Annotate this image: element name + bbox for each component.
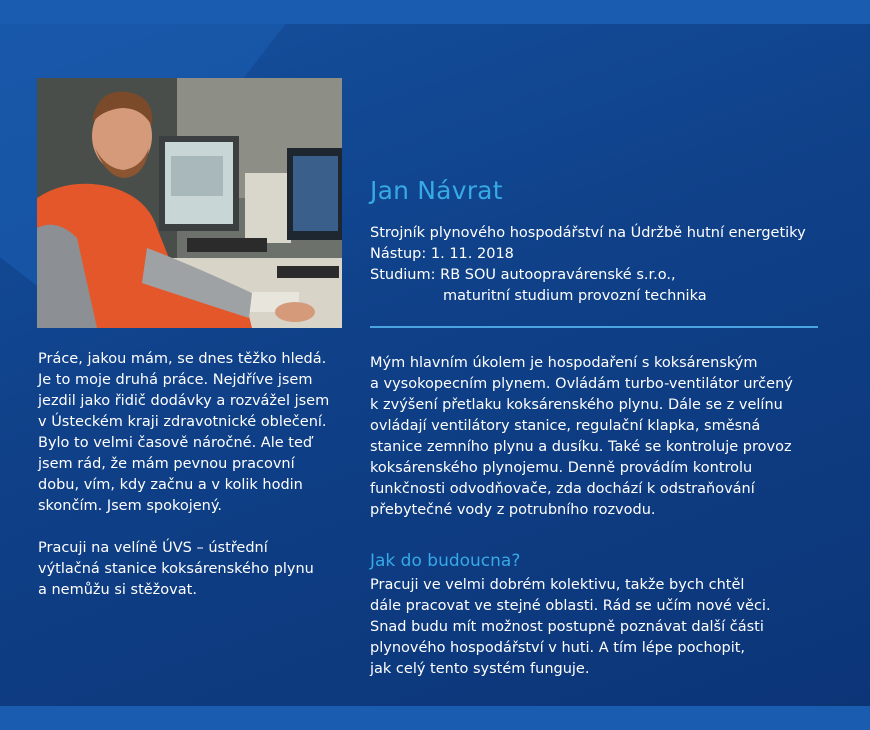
bottom-band: [0, 706, 870, 730]
text-line: plynového hospodářství v huti. A tím lépe pochopit,: [370, 640, 746, 656]
portrait-photo-illustration: [37, 78, 342, 328]
study-label: Studium:: [370, 267, 436, 283]
portrait-photo: [37, 78, 342, 328]
right-paragraph-2: [370, 575, 825, 680]
text-line: Je to moje druhá práce. Nejdříve jsem: [38, 372, 313, 388]
text-line: funkčnosti odvodňovače, zda dochází k odstraňování: [370, 481, 755, 497]
text-line: Snad budu mít možnost postupně poznávat další části: [370, 619, 764, 635]
text-line: Pracuji ve velmi dobrém kolektivu, takže bych chtěl: [370, 577, 745, 593]
text-line: a vysokopecním plynem. Ovládám turbo-ventilátor určený: [370, 376, 793, 392]
right-column: [370, 353, 825, 521]
right-paragraph-1: [370, 353, 825, 521]
text-line: Mým hlavním úkolem je hospodaření s koksárenským: [370, 355, 758, 371]
study-program: maturitní studium provozní technika: [443, 288, 707, 304]
text-line: dobu, vím, kdy začnu a v kolik hodin: [38, 477, 303, 493]
study-school: RB SOU autoopravárenské s.r.o.,: [440, 267, 676, 283]
person-name: Jan Návrat: [370, 176, 503, 205]
right-column-future: [370, 575, 825, 680]
text-line: v Ústeckém kraji zdravotnické oblečení.: [38, 414, 327, 430]
text-line: a nemůžu si stěžovat.: [38, 582, 197, 598]
text-line: Práce, jakou mám, se dnes těžko hledá.: [38, 351, 327, 367]
text-line: koksárenského plynojemu. Denně provádím kontrolu: [370, 460, 753, 476]
start-line: [370, 244, 806, 265]
text-line: stanice zemního plynu a dusíku. Také se kontroluje provoz: [370, 439, 792, 455]
text-line: Bylo to velmi časově náročné. Ale teď: [38, 435, 313, 451]
study-line: [370, 265, 806, 286]
left-column: [38, 349, 343, 601]
text-line: jsem rád, že mám pevnou pracovní: [38, 456, 295, 472]
left-paragraph-2: [38, 538, 343, 601]
section-heading: Jak do budoucna?: [370, 551, 521, 571]
text-line: výtlačná stanice koksárenského plynu: [38, 561, 314, 577]
top-band: [0, 0, 870, 24]
text-line: dále pracovat ve stejné oblasti. Rád se učím nové věci.: [370, 598, 771, 614]
text-line: jak celý tento systém funguje.: [370, 661, 590, 677]
text-line: k zvýšení přetlaku koksárenského plynu. Dále se z velínu: [370, 397, 783, 413]
text-line: jezdil jako řidič dodávky a rozvážel jsem: [38, 393, 330, 409]
text-line: ovládají ventilátory stanice, regulační klapka, směsná: [370, 418, 761, 434]
left-paragraph-1: [38, 349, 343, 517]
position-line: Strojník plynového hospodářství na Údržbě hutní energetiky: [370, 225, 806, 241]
text-line: Pracuji na velíně ÚVS – ústřední: [38, 540, 268, 556]
start-label: Nástup:: [370, 246, 427, 262]
profile-details: [370, 223, 806, 307]
divider-line: [370, 326, 818, 328]
text-line: přebytečné vody z potrubního rozvodu.: [370, 502, 656, 518]
start-date: 1. 11. 2018: [430, 246, 514, 262]
text-line: skončím. Jsem spokojený.: [38, 498, 222, 514]
